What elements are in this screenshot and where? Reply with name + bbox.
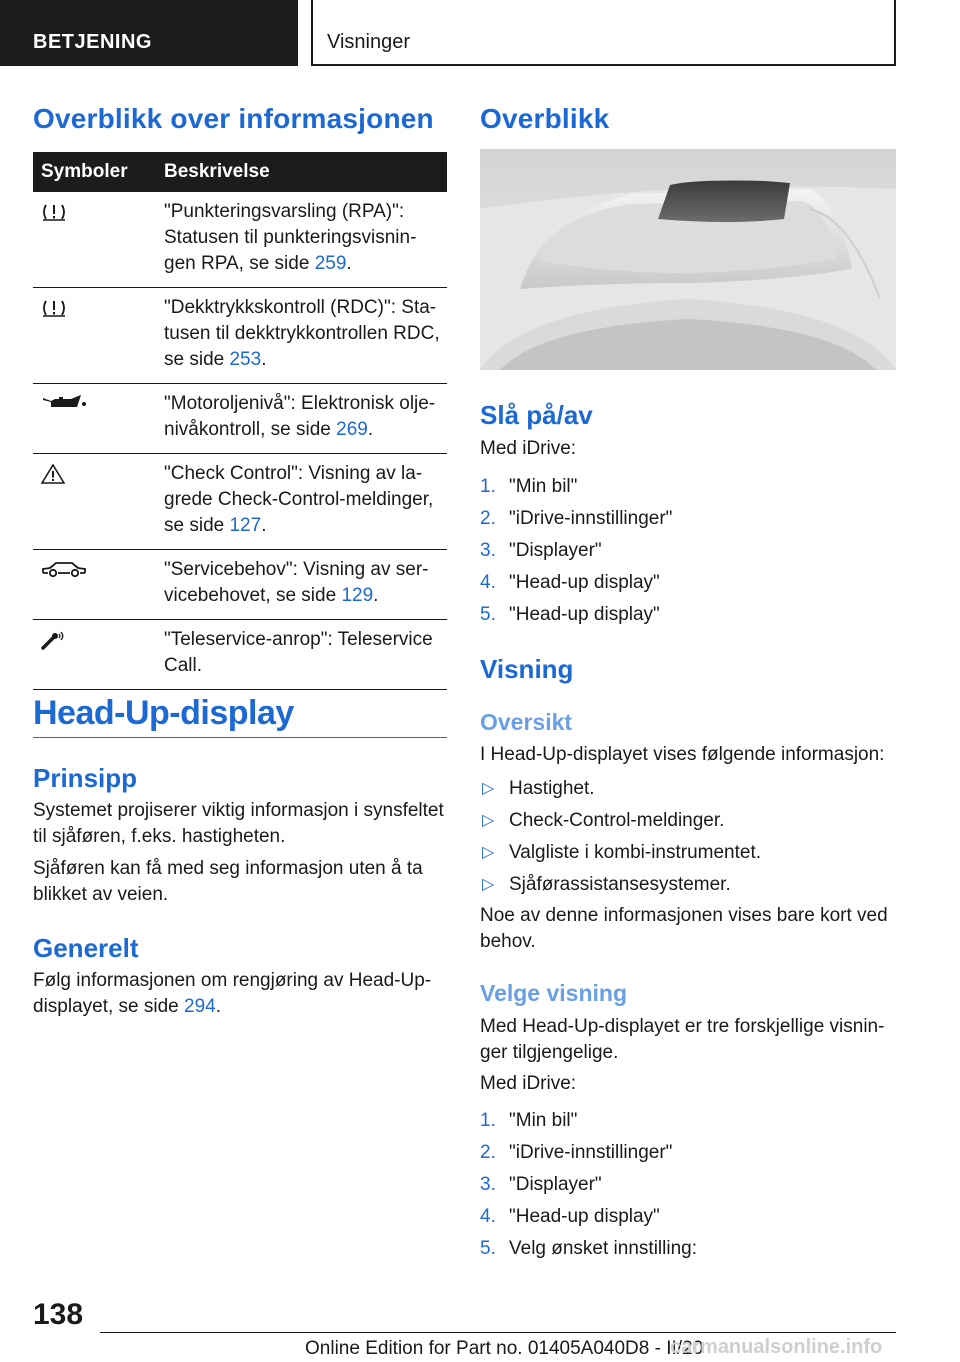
description-cell (162, 192, 447, 288)
description-cell (162, 384, 447, 454)
oil-can-icon (41, 396, 89, 417)
symbol-cell (33, 288, 162, 384)
row-text: grede Check-Control-meldinger, (164, 489, 434, 510)
general-title: Generelt (33, 933, 139, 963)
row-text: "Motoroljenivå": Elektronisk olje- (164, 393, 436, 414)
list-item: ▷ Valgliste i kombi-instrumentet. (480, 837, 896, 869)
row-text: gen RPA, se side 259. (164, 253, 352, 274)
summary-title: Oversikt (480, 709, 573, 735)
triangle-bullet-icon: ▷ (482, 876, 495, 893)
row-text: "Dekktrykkskontroll (RDC)": Sta- (164, 297, 437, 318)
triangle-bullet-icon: ▷ (482, 844, 495, 861)
select-title: Velge visning (480, 980, 627, 1006)
page-link[interactable]: 294 (184, 996, 216, 1017)
symbol-cell (33, 620, 162, 690)
description-cell (162, 550, 447, 620)
page-number: 138 (33, 1298, 84, 1331)
col-symbols: Symboler (33, 152, 162, 192)
hud-title: Head-Up-display (33, 694, 294, 732)
table-row (33, 620, 447, 690)
display-title: Visning (480, 654, 574, 684)
overview-info-title: Overblikk over informasjonen (33, 103, 434, 134)
summary-list (480, 773, 896, 901)
general-paragraph: Følg informasjonen om rengjøring av Head-Up- displayet, se side 294. (33, 970, 432, 1017)
list-item: 1. "Min bil" (480, 1110, 578, 1131)
onoff-intro: Med iDrive: (480, 438, 577, 459)
table-row (33, 288, 447, 384)
row-text: "Check Control": Visning av la- (164, 463, 423, 484)
principle-title: Prinsipp (33, 763, 138, 793)
row-text: vicebehovet, se side 129. (164, 585, 379, 606)
description-cell (162, 288, 447, 384)
teleservice-wrench-icon (41, 634, 67, 655)
page-link[interactable]: 129 (341, 585, 374, 606)
list-item: 2. "iDrive-innstillinger" (480, 1142, 673, 1163)
list-item: 2. "iDrive-innstillinger" (480, 508, 673, 529)
title-rule (33, 737, 447, 738)
row-text: se side 127. (164, 515, 267, 536)
list-item: 4. "Head-up display" (480, 1206, 660, 1227)
list-item: ▷ Sjåførassistansesystemer. (480, 869, 896, 901)
onoff-title: Slå på/av (480, 400, 593, 430)
row-text: Statusen til punkteringsvisnin- (164, 227, 417, 248)
list-item: 4. "Head-up display" (480, 572, 660, 593)
list-item: 3. "Displayer" (480, 1174, 602, 1195)
table-header-row (33, 152, 447, 192)
principle-paragraph-2: Sjåføren kan få med seg informasjon uten å ta blikket av veien. (33, 858, 423, 905)
page-link[interactable]: 259 (314, 253, 347, 274)
list-item: ▷ Hastighet. (480, 773, 896, 805)
parking-warning-icon (41, 206, 67, 227)
tire-pressure-warning-icon (41, 302, 67, 323)
page-link[interactable]: 253 (229, 349, 262, 370)
table-row (33, 454, 447, 550)
list-item: ▷ Check-Control-meldinger. (480, 805, 896, 837)
warning-triangle-icon (41, 468, 65, 489)
row-text: tusen til dekktrykkontrollen RDC, (164, 323, 440, 344)
watermark: carmanualsonline.info (670, 1336, 883, 1358)
section-tab: BETJENING (0, 0, 298, 66)
symbol-cell (33, 550, 162, 620)
overview-title: Overblikk (480, 103, 610, 134)
hud-dashboard-photo (480, 149, 896, 370)
symbol-cell (33, 384, 162, 454)
row-text: se side 253. (164, 349, 267, 370)
summary-intro: I Head-Up-displayet vises følgende informasjon: (480, 744, 885, 765)
table-row (33, 384, 447, 454)
triangle-bullet-icon: ▷ (482, 812, 495, 829)
page-link[interactable]: 127 (229, 515, 262, 536)
row-text: Call. (164, 655, 203, 676)
footer-rule (100, 1332, 896, 1333)
row-text: "Servicebehov": Visning av ser- (164, 559, 429, 580)
select-intro: Med iDrive: (480, 1073, 577, 1094)
list-item: 1. "Min bil" (480, 476, 578, 497)
page-link[interactable]: 269 (336, 419, 368, 440)
row-text: "Punkteringsvarsling (RPA)": (164, 201, 405, 222)
row-text: "Teleservice-anrop": Teleservice (164, 629, 433, 650)
symbols-table (33, 152, 447, 690)
table-row (33, 550, 447, 620)
edition-footer: Online Edition for Part no. 01405A040D8 - II/20 (305, 1338, 704, 1359)
principle-paragraph-1: Systemet projiserer viktig informasjon i synsfeltet til sjåføren, f.eks. hastigheten. (33, 800, 444, 847)
symbol-cell (33, 454, 162, 550)
chapter-tab: Visninger (311, 0, 896, 66)
triangle-bullet-icon: ▷ (482, 780, 495, 797)
table-row (33, 192, 447, 288)
list-item: 5. "Head-up display" (480, 604, 660, 625)
service-car-icon (41, 562, 87, 583)
row-text: nivåkontroll, se side 269. (164, 419, 374, 440)
select-steps (480, 1105, 896, 1265)
description-cell (162, 620, 447, 690)
col-description: Beskrivelse (162, 152, 447, 192)
summary-note: Noe av denne informasjonen vises bare kort ved behov. (480, 905, 888, 952)
select-paragraph: Med Head-Up-displayet er tre forskjellige visnin- ger tilgjengelige. (480, 1016, 885, 1063)
symbol-cell (33, 192, 162, 288)
list-item: 3. "Displayer" (480, 540, 602, 561)
onoff-steps (480, 471, 896, 631)
list-item: 5. Velg ønsket innstilling: (480, 1238, 697, 1259)
description-cell (162, 454, 447, 550)
